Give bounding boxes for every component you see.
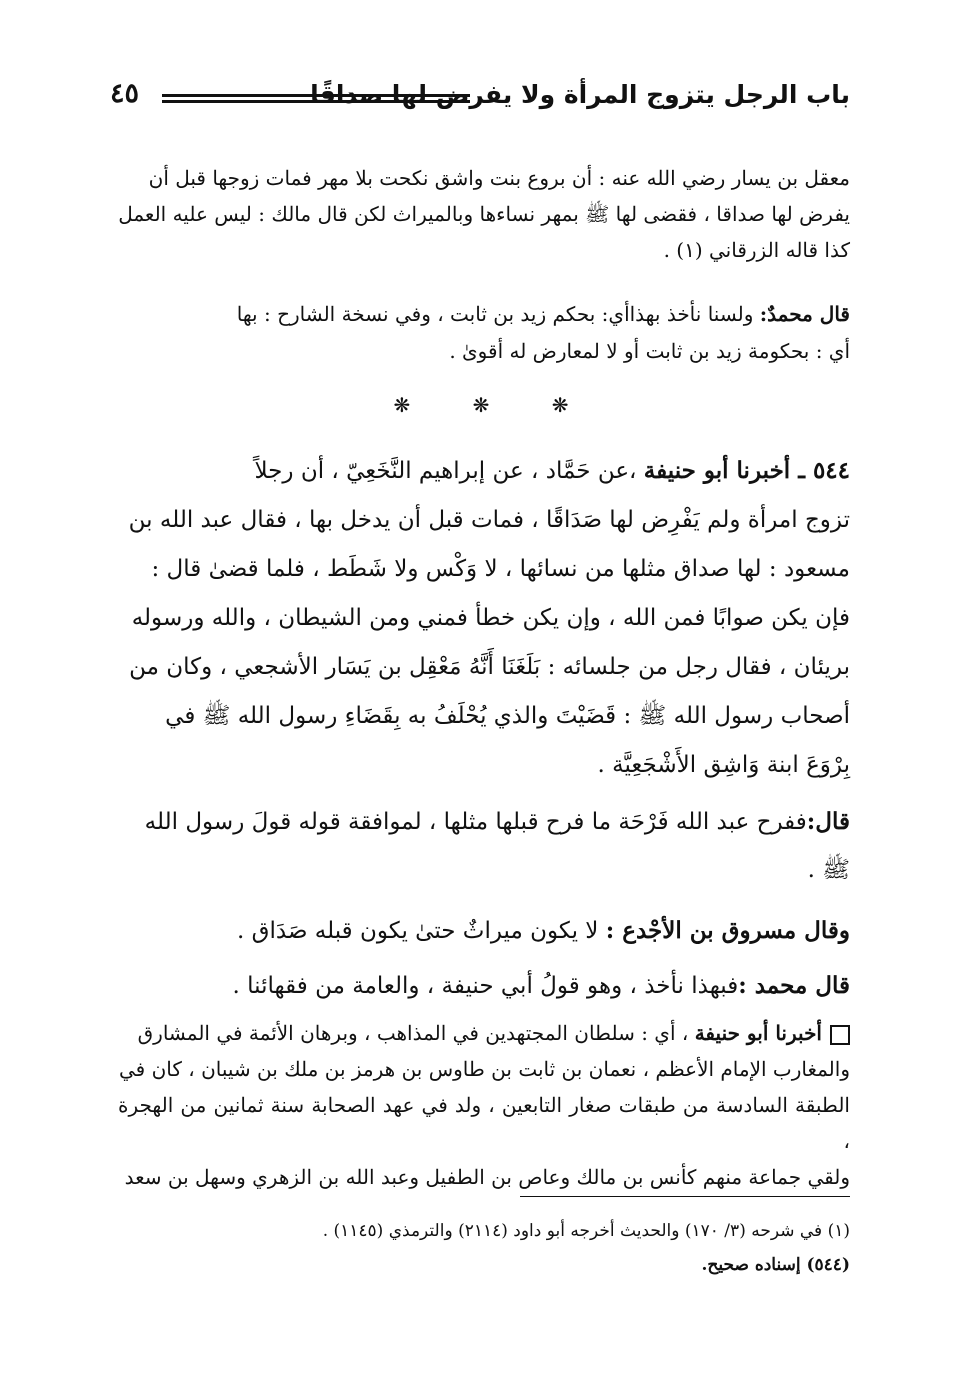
paragraph-muhammad-note <box>118 296 850 370</box>
section-divider <box>0 393 962 417</box>
text-line <box>118 446 850 496</box>
text-line: تزوج امرأة ولم يَفْرِض لها صَدَاقًا ، فمات قبل أن يدخل بها ، فقال عبد الله بن <box>128 507 850 533</box>
text-line <box>118 966 850 1006</box>
square-box-icon <box>830 1025 850 1045</box>
text-line: فإن يكن صوابًا فمن الله ، وإن يكن خطأ فمني ومن الشيطان ، والله ورسوله <box>131 605 850 631</box>
text-line: أي : بحكومة زيد بن ثابت أو لا لمعارض له أقوىٰ . <box>449 339 850 363</box>
text-span: ففرح عبد الله فَرْحَة ما فرح قبلها مثلها ، لموافقة قوله قولَ رسول الله <box>144 809 807 835</box>
text-line: بِرْوَعَ ابنة وَاشِق الأَشْجَعِيَّة . <box>597 752 850 778</box>
text-line: يفرض لها صداقا ، فقضى لها ﷺ بمهر نساءها وبالميراث لكن قال مالك : ليس عليه العمل <box>118 202 850 226</box>
text-span: لا يكون ميراثٌ حتىٰ يكون قبله صَدَاق . <box>237 918 606 944</box>
paragraph-masruq <box>118 908 850 954</box>
text-span: ،عن حَمَّاد ، عن إبراهيم النَّخَعِيّ ، أن رجلاً <box>254 458 644 484</box>
text-line: أصحاب رسول الله ﷺ : قَضَيْتَ والذي يُحْلَفُ به بِقَضَاءِ رسول الله ﷺ في <box>165 703 850 729</box>
text-line: الطبقة السادسة من طبقات صغار التابعين ، ولد في عهد الصحابة سنة ثمانين من الهجرة ، <box>118 1093 850 1153</box>
header-rule <box>162 94 470 103</box>
footnote-1: (١) في شرحه (٣/ ١٧٠) والحديث أخرجه أبو داود (٢١١٤) والترمذي (١١٤٥) . <box>322 1221 850 1241</box>
hadith-544 <box>118 446 850 790</box>
text-line: ﷺ . <box>807 857 850 883</box>
page-number: ٤٥ <box>110 78 140 109</box>
star-ornament-icon: ❋ <box>393 393 411 417</box>
commentary-block <box>118 1015 850 1195</box>
text-line <box>118 296 850 333</box>
paragraph-muhammad-ruling <box>118 966 850 1006</box>
text-span: ولسنا نأخذ بهذاأي: بحكم زيد بن ثابت ، وفي نسخة الشارح : بها <box>236 302 760 326</box>
footnotes <box>118 1214 850 1282</box>
text-line: والمغارب الإمام الأعظم ، نعمان بن ثابت بن طاوس بن هرمز بن ملك بن شيبان ، كان في <box>119 1057 850 1081</box>
speaker-label: قال محمد : <box>738 972 850 999</box>
paragraph-abdullah-joy <box>118 798 850 894</box>
header-title: باب الرجل يتزوج المرأة ولا يفرض لها صداقًا <box>310 80 850 109</box>
footnote-544: (٥٤٤) إسناده صحيح. <box>701 1255 850 1275</box>
text-line <box>118 908 850 954</box>
text-span: ، أي : سلطان المجتهدين في المذاهب ، وبرهان الأئمة في المشارق <box>137 1021 695 1045</box>
star-ornament-icon: ❋ <box>551 393 569 417</box>
text-span: فبهذا نأخذ ، وهو قولُ أبي حنيفة ، والعامة من فقهائنا . <box>232 973 739 999</box>
star-ornament-icon: ❋ <box>472 393 490 417</box>
footnote-separator <box>520 1196 850 1197</box>
text-line: بريئان ، فقال رجل من جلسائه : بَلَغَنَا أَنَّهُ مَعْقِل بن يَسَار الأشجعي ، وكان من <box>129 654 850 680</box>
speaker-label: قال: <box>806 808 850 835</box>
speaker-label: وقال مسروق بن الأجْدع : <box>605 917 850 944</box>
text-line <box>118 798 850 846</box>
text-line <box>118 1015 850 1051</box>
paragraph-intro <box>118 160 850 268</box>
text-line: ولقي جماعة منهم كأنس بن مالك وعاص بن الطفيل وعبد الله بن الزهري وسهل بن سعد <box>124 1165 850 1189</box>
text-line: مسعود : لها صداق مثلها من نسائها ، لا وَكْس ولا شَطَط ، فلما قضىٰ قال : <box>151 556 850 582</box>
running-header <box>110 78 850 122</box>
speaker-label: قال محمدٌ: <box>759 302 850 326</box>
text-line: كذا قاله الزرقاني (١) . <box>663 238 850 262</box>
hadith-number-lead: ٥٤٤ ـ أخبرنا أبو حنيفة <box>643 457 850 484</box>
text-line: معقل بن يسار رضي الله عنه : أن بروع بنت واشق نكحت بلا مهر فمات زوجها قبل أن <box>148 166 850 190</box>
commentary-lead: أخبرنا أبو حنيفة <box>694 1021 822 1045</box>
